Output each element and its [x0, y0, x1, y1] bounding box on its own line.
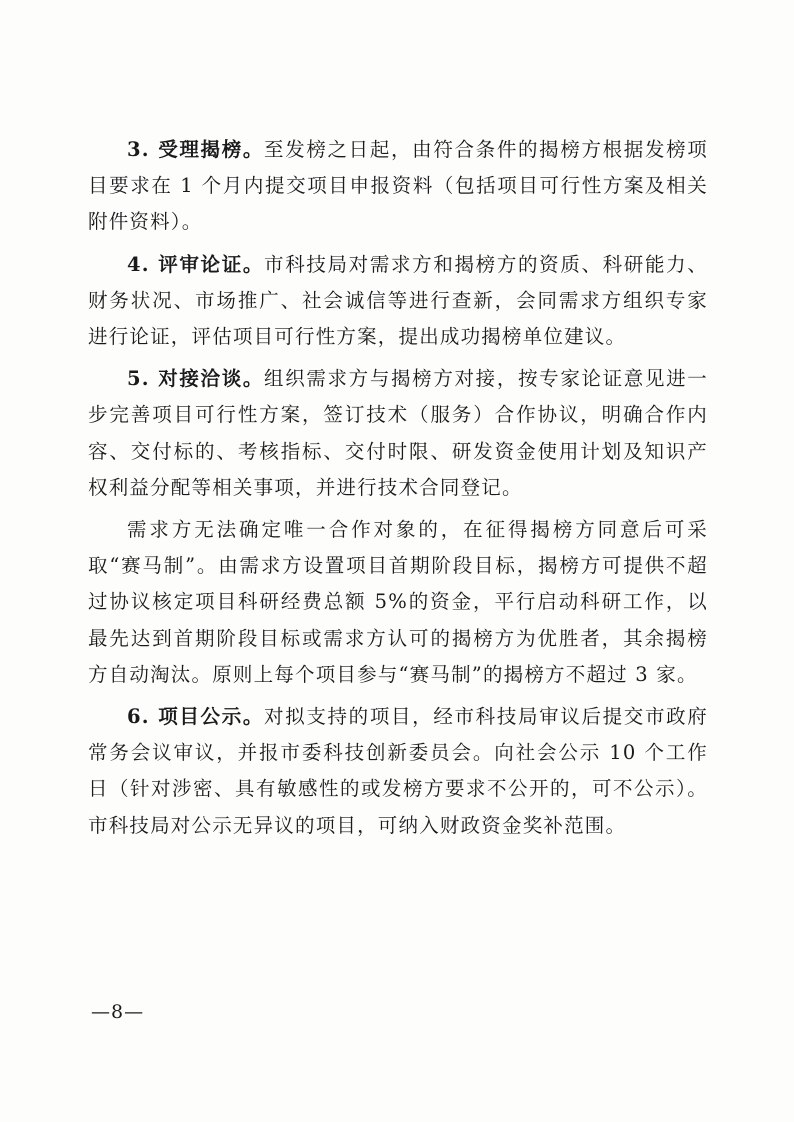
- paragraph-heading: 5. 对接洽谈。: [127, 367, 265, 391]
- paragraph-accept-challenge: [88, 132, 708, 241]
- paragraph-horse-race: [88, 512, 708, 693]
- paragraph-text: 组织需求方与揭榜方对接，按专家论证意见进一步完善项目可行性方案，签订技术（服务）合作协议，明确合作内容、交付标的、考核指标、交付时限、研发资金使用计划及知识产权利益分配等相关事项，并进行技术合同登记。: [88, 367, 708, 499]
- paragraph-text: 至发榜之日起，由符合条件的揭榜方根据发榜项目要求在 1 个月内提交项目申报资料（包括项目可行性方案及相关附件资料）。: [88, 138, 708, 234]
- paragraph-publicity: [88, 699, 708, 844]
- paragraph-text: 需求方无法确定唯一合作对象的，在征得揭榜方同意后可采取“赛马制”。由需求方设置项目首期阶段目标，揭榜方可提供不超过协议核定项目科研经费总额 5%的资金，平行启动科研工作，以最先达到首期阶段目标或需求方认可的揭榜方为优胜者，其余揭榜方自动淘汰。原则上每个项目参与“赛马制”的揭榜方不超过 3 家。: [88, 518, 708, 686]
- paragraph-negotiation: [88, 361, 708, 506]
- paragraph-heading: 6. 项目公示。: [127, 705, 265, 729]
- paragraph-text: 市科技局对需求方和揭榜方的资质、科研能力、财务状况、市场推广、社会诚信等进行查新，会同需求方组织专家进行论证，评估项目可行性方案，提出成功揭榜单位建议。: [88, 252, 708, 349]
- paragraph-heading: 4. 评审论证。: [127, 252, 265, 276]
- paragraph-text: 对拟支持的项目，经市科技局审议后提交市政府常务会议审议，并报市委科技创新委员会。向社会公示 10 个工作日（针对涉密、具有敏感性的或发榜方要求不公开的，可不公示）。市科技局对公示无异议的项目，可纳入财政资金奖补范围。: [88, 705, 708, 837]
- page-number: —8—: [91, 1001, 145, 1023]
- paragraph-heading: 3. 受理揭榜。: [127, 138, 265, 161]
- document-body: [88, 132, 708, 850]
- paragraph-review: [88, 247, 708, 356]
